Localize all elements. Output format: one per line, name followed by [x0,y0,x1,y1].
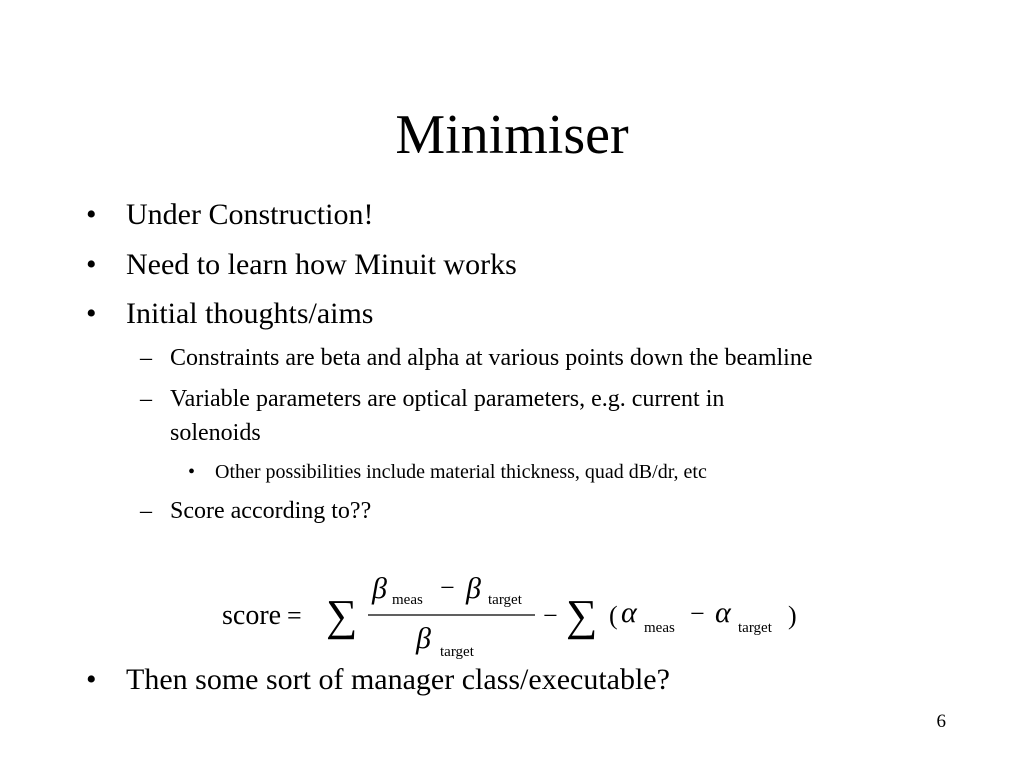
bullet-marker: • [86,198,97,231]
bullet-text: Initial thoughts/aims [126,297,374,330]
formula-minus: − [543,601,558,630]
formula-subscript-meas: meas [644,620,675,636]
sub-bullet-marker: – [140,386,152,412]
formula-open-paren: ( [609,601,618,630]
sub-bullet-text: Score according to?? [170,498,372,524]
formula-alpha-meas: α [621,596,637,629]
formula-subscript-target: target [738,620,772,636]
bullet-text: Need to learn how Minuit works [126,248,517,281]
sub-sub-bullet-text: Other possibilities include material thickness, quad dB/dr, etc [215,461,707,483]
formula-lhs: score [222,600,282,631]
formula-subscript-target: target [440,644,474,660]
formula-subscript-meas: meas [392,592,423,608]
sub-bullet-marker: – [140,345,152,371]
formula-beta-denominator: β [416,622,431,655]
bullet-marker: • [86,663,97,696]
sub-bullet-text: solenoids [170,420,261,446]
bullet-marker: • [86,248,97,281]
formula-equals: = [287,601,302,630]
formula-close-paren: ) [788,601,797,630]
bullet-text: Then some sort of manager class/executable? [126,663,670,696]
bullet-marker: • [86,297,97,330]
sub-sub-bullet-marker: • [188,461,196,483]
score-formula [0,560,1024,670]
bullet-text: Under Construction! [126,198,374,231]
page-number: 6 [936,711,946,732]
formula-sum-symbol: ∑ [566,591,598,640]
formula-svg [0,560,1024,670]
formula-beta-target: β [466,572,481,605]
formula-minus: − [440,573,455,602]
sub-bullet-text: Variable parameters are optical parameters, e.g. current in [170,386,725,412]
formula-alpha-target: α [715,596,731,629]
sub-bullet-marker: – [140,498,152,524]
formula-subscript-target: target [488,592,522,608]
formula-beta-meas: β [372,572,387,605]
formula-sum-symbol: ∑ [326,591,358,640]
sub-bullet-text: Constraints are beta and alpha at various points down the beamline [170,345,813,371]
formula-minus: − [690,599,705,628]
slide-title: Minimiser [395,104,629,166]
